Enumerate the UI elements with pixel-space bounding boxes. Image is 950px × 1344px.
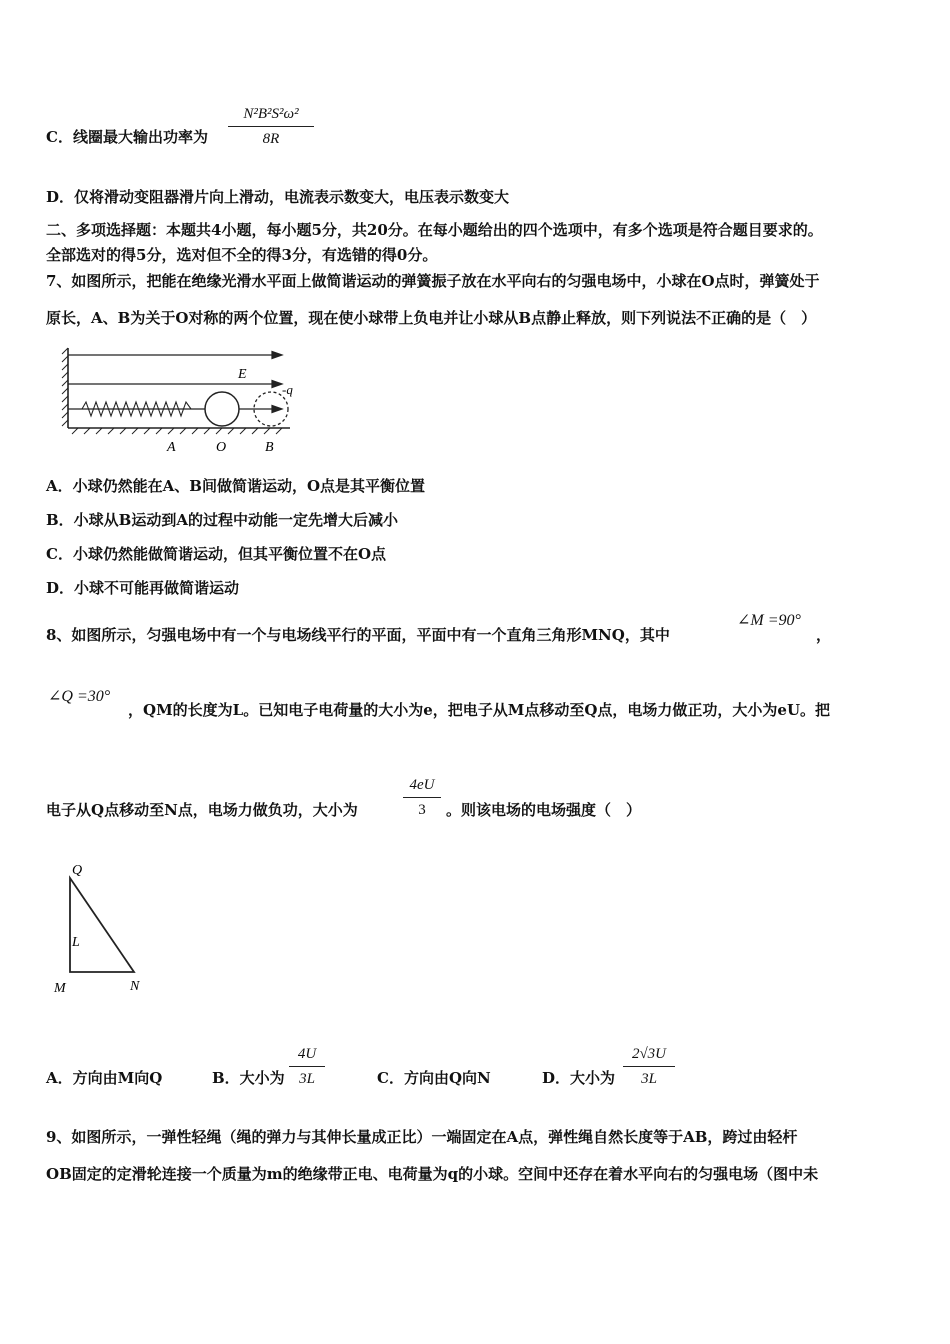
q7-charge-label: -q: [282, 382, 293, 397]
q8-option-d-label: D．大小为: [542, 1069, 616, 1087]
q8-angle-q: ∠Q =30°: [48, 688, 111, 705]
q6-option-c-fraction: [228, 104, 314, 149]
q6-option-c-numerator: N²B²S²ω²: [243, 106, 299, 122]
q8-comma: ，: [816, 626, 832, 644]
q8-option-d-fraction: [623, 1044, 675, 1089]
q8-option-b-numerator: 4U: [297, 1046, 317, 1062]
q8-stem-line3a: 电子从Q点移动至N点，电场力做负功，大小为: [46, 801, 358, 819]
q8-vertex-m-label: M: [54, 981, 66, 996]
q7-point-o-label: O: [216, 440, 227, 454]
q8-stem-line3b: 。则该电场的电场强度（ ）: [446, 801, 642, 819]
q8-option-b-fraction: [289, 1044, 325, 1089]
q8-option-d-denominator: 3L: [641, 1071, 657, 1087]
q8-option-b-denominator: 3L: [299, 1071, 315, 1087]
section2-line2: 全部选对的得5分，选对但不全的得3分，有选错的得0分。: [46, 246, 438, 264]
q6-option-d: D．仅将滑动变阻器滑片向上滑动，电流表示数变大，电压表示数变大: [46, 188, 510, 206]
q8-option-d-numerator: 2√3U: [631, 1046, 667, 1062]
q7-field-label: E: [238, 367, 247, 382]
q7-option-a: A．小球仍然能在A、B间做简谐运动，O点是其平衡位置: [46, 477, 426, 495]
q6-option-c-label: C．线圈最大输出功率为: [46, 128, 208, 146]
q8-work-fraction: [403, 775, 441, 820]
q7-spring-oscillator-figure: [60, 342, 300, 454]
q7-option-d: D．小球不可能再做简谐运动: [46, 579, 240, 597]
q8-work-numerator: 4eU: [409, 777, 435, 793]
q7-option-b: B．小球从B运动到A的过程中动能一定先增大后减小: [46, 511, 398, 529]
q8-option-c: C．方向由Q向N: [377, 1069, 491, 1087]
q8-vertex-n-label: N: [130, 979, 140, 994]
q9-stem-line2: OB固定的定滑轮连接一个质量为m的绝缘带正电、电荷量为q的小球。空间中还存在着水平向右的匀强电场（图中未: [46, 1165, 819, 1183]
q7-stem-line2: 原长，A、B为关于O对称的两个位置，现在使小球带上负电并让小球从B点静止释放，则下列说法不正确的是（ ）: [46, 309, 817, 327]
q7-stem-line1: 7、如图所示，把能在绝缘光滑水平面上做简谐运动的弹簧振子放在水平向右的匀强电场中，小球在O点时，弹簧处于: [46, 272, 820, 290]
q8-work-denominator: 3: [418, 802, 426, 818]
q8-option-a: A．方向由M向Q: [46, 1069, 163, 1087]
q8-vertex-q-label: Q: [72, 863, 83, 878]
q8-side-l-label: L: [72, 935, 80, 950]
q7-option-c: C．小球仍然能做简谐运动，但其平衡位置不在O点: [46, 545, 387, 563]
q8-stem-line2: ，QM的长度为L。已知电子电荷量的大小为e，把电子从M点移动至Q点，电场力做正功，大小为eU。把: [128, 701, 831, 719]
q6-option-c-denominator: 8R: [262, 131, 280, 147]
section2-line1: 二、多项选择题：本题共4小题，每小题5分，共20分。在每小题给出的四个选项中，有多个选项是符合题目要求的。: [46, 221, 823, 239]
q9-stem-line1: 9、如图所示，一弹性轻绳（绳的弹力与其伸长量成正比）一端固定在A点，弹性绳自然长度等于AB，跨过由轻杆: [46, 1128, 798, 1146]
q7-point-a-label: A: [167, 440, 176, 454]
q8-triangle-figure: [50, 860, 160, 1000]
q7-point-b-label: B: [265, 440, 274, 454]
q8-stem-line1: 8、如图所示，匀强电场中有一个与电场线平行的平面，平面中有一个直角三角形MNQ，其中: [46, 626, 670, 644]
q8-angle-m: ∠M =90°: [737, 612, 801, 629]
q8-option-b-label: B．大小为: [212, 1069, 285, 1087]
